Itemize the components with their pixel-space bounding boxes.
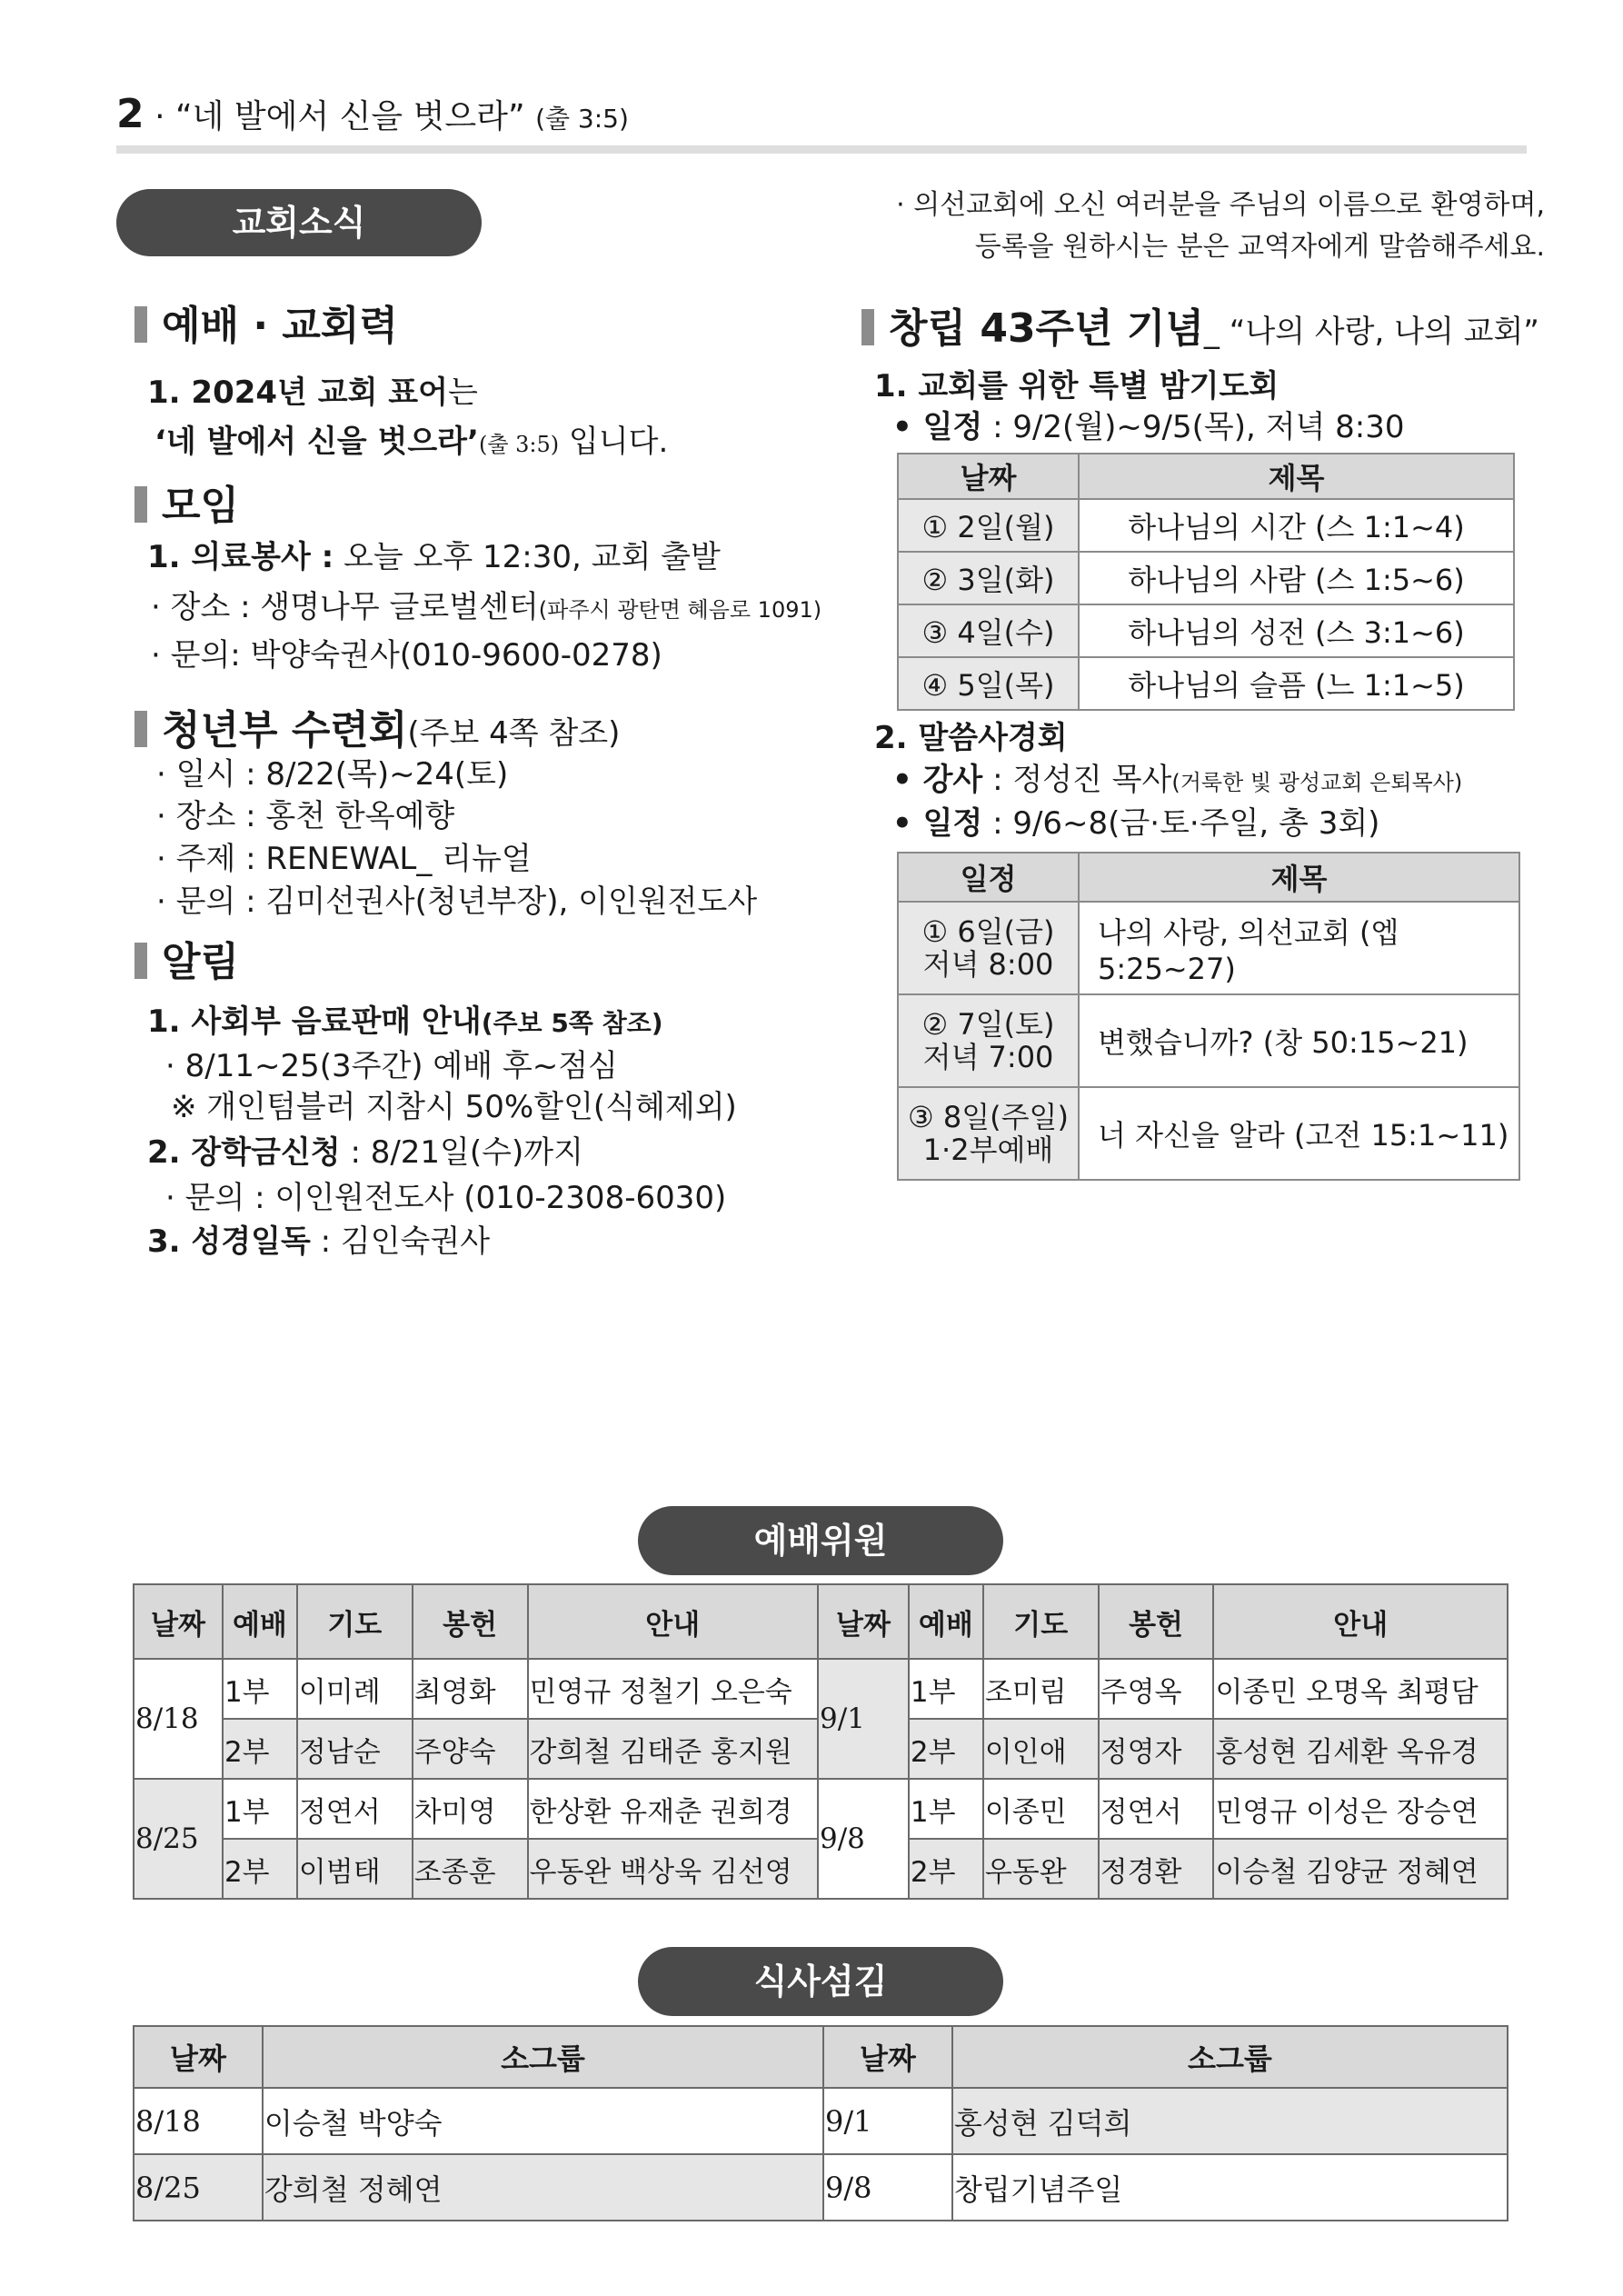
table-cell: 하나님의 성전 (스 3:1~6) bbox=[1079, 604, 1514, 657]
prayer-title: 1. 교회를 위한 특별 밤기도회 bbox=[874, 368, 1279, 404]
heading-notice-text: 알림 bbox=[162, 939, 240, 985]
motto-particle: 는 bbox=[447, 374, 478, 411]
session-time: 1·2부예배 bbox=[922, 1133, 1054, 1167]
meeting-place-detail: (파주시 광탄면 혜음로 1091) bbox=[538, 597, 822, 623]
motto-end: 입니다. bbox=[559, 424, 669, 460]
header-separator: · bbox=[154, 98, 165, 135]
table-cell: 정연서 bbox=[297, 1779, 413, 1839]
column-header: 기도 bbox=[983, 1584, 1099, 1659]
session-time: 저녁 8:00 bbox=[922, 947, 1054, 982]
table-cell: 정남순 bbox=[297, 1719, 413, 1779]
worship-item-1 bbox=[147, 367, 478, 412]
table-header-row bbox=[134, 1584, 1508, 1659]
date-cell: 9/1 bbox=[818, 1659, 909, 1779]
header-rule bbox=[116, 145, 1527, 154]
table-cell: 한상환 유재춘 권희경 bbox=[528, 1779, 818, 1839]
table-cell: 조종훈 bbox=[413, 1839, 528, 1899]
table-cell: ① 2일(월) bbox=[898, 499, 1079, 552]
worship-committee-table bbox=[133, 1583, 1508, 1900]
revival-title: 2. 말씀사경회 bbox=[874, 720, 1068, 756]
date-cell: 8/18 bbox=[134, 1659, 223, 1779]
heading-anniversary bbox=[861, 295, 1539, 354]
meeting-place-label: · 장소 : 생명나무 글로벌센터 bbox=[151, 589, 539, 625]
welcome-message bbox=[896, 185, 1545, 268]
scholarship-value: : 8/21일(수)까지 bbox=[340, 1134, 583, 1171]
column-header: 일정 bbox=[898, 853, 1079, 902]
column-header: 예배 bbox=[223, 1584, 297, 1659]
table-cell: 너 자신을 알라 (고전 15:1~11) bbox=[1079, 1087, 1519, 1180]
prayer-table bbox=[897, 453, 1515, 711]
table-header-row bbox=[134, 2026, 1508, 2088]
table-cell: 2부 bbox=[223, 1839, 297, 1899]
youth-place: · 장소 : 홍천 한옥예향 bbox=[156, 798, 455, 834]
table-row bbox=[134, 1659, 1508, 1719]
table-row bbox=[134, 2088, 1508, 2154]
meeting-contact: · 문의: 박양숙권사(010-9600-0278) bbox=[151, 637, 662, 674]
header-title: “네 발에서 신을 벗으라” bbox=[174, 98, 525, 135]
heading-youth-sub: (주보 4쪽 참조) bbox=[407, 715, 621, 752]
table-cell: 홍성현 김세환 옥유경 bbox=[1213, 1719, 1508, 1779]
section-label-worship-committee: 예배위원 bbox=[638, 1506, 1003, 1575]
table-cell: 1부 bbox=[223, 1779, 297, 1839]
heading-notice bbox=[134, 929, 239, 987]
welcome-line-2: 등록을 원하시는 분은 교역자에게 말씀해주세요. bbox=[974, 231, 1545, 263]
welcome-line-1: · 의선교회에 오신 여러분을 주님의 이름으로 환영하며, bbox=[896, 189, 1545, 221]
notice-item-2-contact: · 문의 : 이인원전도사 (010-2308-6030) bbox=[165, 1180, 727, 1216]
revival-speaker bbox=[892, 754, 1462, 799]
table-cell: ④ 5일(목) bbox=[898, 657, 1079, 710]
table-cell bbox=[898, 902, 1079, 994]
table-cell: ② 3일(화) bbox=[898, 552, 1079, 604]
column-header: 안내 bbox=[1213, 1584, 1508, 1659]
table-cell: 강희철 김태준 홍지원 bbox=[528, 1719, 818, 1779]
motto-label: 1. 2024년 교회 표어 bbox=[147, 374, 448, 411]
meal-table bbox=[133, 2025, 1508, 2221]
heading-bar bbox=[134, 486, 147, 523]
table-cell: ③ 4일(수) bbox=[898, 604, 1079, 657]
table-cell: 차미영 bbox=[413, 1779, 528, 1839]
column-header: 날짜 bbox=[818, 1584, 909, 1659]
youth-contact: · 문의 : 김미선권사(청년부장), 이인원전도사 bbox=[156, 883, 758, 920]
notice-item-3 bbox=[147, 1216, 490, 1261]
heading-bar bbox=[134, 711, 147, 747]
heading-worship bbox=[134, 293, 398, 351]
heading-meeting-text: 모임 bbox=[162, 483, 240, 529]
table-cell: 강희철 정혜연 bbox=[263, 2154, 823, 2221]
table-row bbox=[898, 499, 1514, 552]
table-cell: 민영규 이성은 장승연 bbox=[1213, 1779, 1508, 1839]
date-cell: 8/25 bbox=[134, 2154, 263, 2221]
table-cell: 이종민 bbox=[983, 1779, 1099, 1839]
heading-youth-text: 청년부 수련회 bbox=[162, 707, 408, 754]
column-header: 봉헌 bbox=[1099, 1584, 1214, 1659]
column-header: 소그룹 bbox=[952, 2026, 1508, 2088]
table-cell: 최영화 bbox=[413, 1659, 528, 1719]
prayer-schedule bbox=[892, 402, 1404, 446]
table-cell: 홍성현 김덕희 bbox=[952, 2088, 1508, 2154]
table-cell: 정연서 bbox=[1099, 1779, 1214, 1839]
session-date: ② 7일(토) bbox=[921, 1007, 1055, 1042]
bible-reading-value: : 김인숙권사 bbox=[310, 1223, 491, 1260]
date-cell: 8/18 bbox=[134, 2088, 263, 2154]
table-row bbox=[898, 604, 1514, 657]
heading-bar bbox=[134, 306, 147, 343]
table-cell: 1부 bbox=[909, 1779, 983, 1839]
table-cell: 변했습니까? (창 50:15~21) bbox=[1079, 994, 1519, 1087]
session-time: 저녁 7:00 bbox=[922, 1040, 1054, 1074]
table-cell: 창립기념주일 bbox=[952, 2154, 1508, 2221]
table-row bbox=[898, 902, 1519, 994]
medical-value: 오늘 오후 12:30, 교회 출발 bbox=[334, 539, 721, 575]
bible-reading-label: 3. 성경일독 bbox=[147, 1223, 311, 1260]
heading-youth bbox=[134, 697, 620, 755]
speaker-value: : 정성진 목사 bbox=[982, 762, 1172, 798]
table-row bbox=[898, 552, 1514, 604]
youth-date: · 일시 : 8/22(목)~24(토) bbox=[156, 756, 509, 793]
table-cell: 나의 사랑, 의선교회 (엡 5:25~27) bbox=[1079, 902, 1519, 994]
date-cell: 8/25 bbox=[134, 1779, 223, 1899]
date-cell: 9/8 bbox=[818, 1779, 909, 1899]
table-cell: 이미례 bbox=[297, 1659, 413, 1719]
table-row bbox=[898, 994, 1519, 1087]
table-row bbox=[134, 1779, 1508, 1839]
heading-anniversary-sub: _ “나의 사랑, 나의 교회” bbox=[1203, 314, 1539, 350]
heading-meeting bbox=[134, 473, 239, 531]
motto-ref: (출 3:5) bbox=[478, 432, 560, 457]
speaker-label: • 강사 bbox=[892, 762, 983, 798]
table-row bbox=[134, 2154, 1508, 2221]
heading-bar bbox=[861, 309, 874, 345]
notice-item-1-line-2: ※ 개인텀블러 지참시 50%할인(식혜제외) bbox=[171, 1089, 737, 1125]
table-cell: 이범태 bbox=[297, 1839, 413, 1899]
motto-text: ‘네 발에서 신을 벗으라’ bbox=[154, 424, 479, 460]
notice-item-1-sub: (주보 5쪽 참조) bbox=[481, 1008, 663, 1038]
meeting-place bbox=[151, 582, 821, 626]
section-label-meal: 식사섬김 bbox=[638, 1947, 1003, 2016]
table-cell: 2부 bbox=[909, 1719, 983, 1779]
table-cell: 우동완 bbox=[983, 1839, 1099, 1899]
column-header: 안내 bbox=[528, 1584, 818, 1659]
session-date: ③ 8일(주일) bbox=[908, 1100, 1069, 1134]
column-header: 기도 bbox=[297, 1584, 413, 1659]
column-header: 날짜 bbox=[134, 2026, 263, 2088]
table-cell: 2부 bbox=[909, 1839, 983, 1899]
date-cell: 9/1 bbox=[823, 2088, 952, 2154]
notice-item-1 bbox=[147, 996, 663, 1041]
table-cell: 민영규 정철기 오은숙 bbox=[528, 1659, 818, 1719]
column-header: 날짜 bbox=[898, 454, 1079, 499]
prayer-schedule-label: • 일정 bbox=[892, 409, 983, 445]
revival-schedule-label: • 일정 bbox=[892, 805, 983, 842]
table-cell: 하나님의 슬픔 (느 1:1~5) bbox=[1079, 657, 1514, 710]
table-cell bbox=[898, 1087, 1079, 1180]
revival-schedule bbox=[892, 798, 1379, 843]
column-header: 예배 bbox=[909, 1584, 983, 1659]
worship-motto bbox=[154, 416, 668, 461]
page-number: 2 bbox=[116, 91, 144, 137]
notice-item-1-line-1: · 8/11~25(3주간) 예배 후~점심 bbox=[165, 1048, 618, 1084]
header-ref: (출 3:5) bbox=[535, 104, 629, 134]
heading-worship-text: 예배 · 교회력 bbox=[162, 303, 398, 349]
column-header: 제목 bbox=[1079, 454, 1514, 499]
table-cell: 1부 bbox=[909, 1659, 983, 1719]
notice-item-2 bbox=[147, 1127, 583, 1172]
column-header: 날짜 bbox=[823, 2026, 952, 2088]
column-header: 날짜 bbox=[134, 1584, 223, 1659]
table-cell: 1부 bbox=[223, 1659, 297, 1719]
table-header-row bbox=[898, 454, 1514, 499]
table-cell: 주양숙 bbox=[413, 1719, 528, 1779]
revival-table bbox=[897, 852, 1520, 1181]
scholarship-label: 2. 장학금신청 bbox=[147, 1134, 341, 1171]
table-cell: 이인애 bbox=[983, 1719, 1099, 1779]
notice-item-1-label: 1. 사회부 음료판매 안내 bbox=[147, 1003, 482, 1040]
table-cell: 정경환 bbox=[1099, 1839, 1214, 1899]
section-label-news: 교회소식 bbox=[116, 189, 482, 256]
table-cell: 우동완 백상욱 김선영 bbox=[528, 1839, 818, 1899]
table-cell: 이종민 오명옥 최평담 bbox=[1213, 1659, 1508, 1719]
date-cell: 9/8 bbox=[823, 2154, 952, 2221]
table-cell: 이승철 김양균 정혜연 bbox=[1213, 1839, 1508, 1899]
table-cell: 주영옥 bbox=[1099, 1659, 1214, 1719]
table-cell: 조미림 bbox=[983, 1659, 1099, 1719]
table-cell bbox=[898, 994, 1079, 1087]
revival-schedule-value: : 9/6~8(금·토·주일, 총 3회) bbox=[982, 805, 1380, 842]
column-header: 제목 bbox=[1079, 853, 1519, 902]
table-cell: 하나님의 사람 (스 1:5~6) bbox=[1079, 552, 1514, 604]
heading-bar bbox=[134, 943, 147, 979]
table-cell: 2부 bbox=[223, 1719, 297, 1779]
prayer-schedule-value: : 9/2(월)~9/5(목), 저녁 8:30 bbox=[982, 409, 1405, 445]
meeting-item-1 bbox=[147, 532, 721, 576]
table-row bbox=[898, 657, 1514, 710]
youth-theme: · 주제 : RENEWAL_ 리뉴얼 bbox=[156, 841, 532, 877]
heading-anniversary-text: 창립 43주년 기념 bbox=[889, 305, 1204, 352]
table-cell: 이승철 박양숙 bbox=[263, 2088, 823, 2154]
table-row bbox=[898, 1087, 1519, 1180]
column-header: 봉헌 bbox=[413, 1584, 528, 1659]
speaker-detail: (거룩한 빛 광성교회 은퇴목사) bbox=[1171, 770, 1463, 795]
page-header bbox=[116, 91, 629, 137]
table-cell: 하나님의 시간 (스 1:1~4) bbox=[1079, 499, 1514, 552]
medical-label: 1. 의료봉사 : bbox=[147, 539, 334, 575]
column-header: 소그룹 bbox=[263, 2026, 823, 2088]
table-cell: 정영자 bbox=[1099, 1719, 1214, 1779]
table-header-row bbox=[898, 853, 1519, 902]
session-date: ① 6일(금) bbox=[921, 914, 1055, 949]
